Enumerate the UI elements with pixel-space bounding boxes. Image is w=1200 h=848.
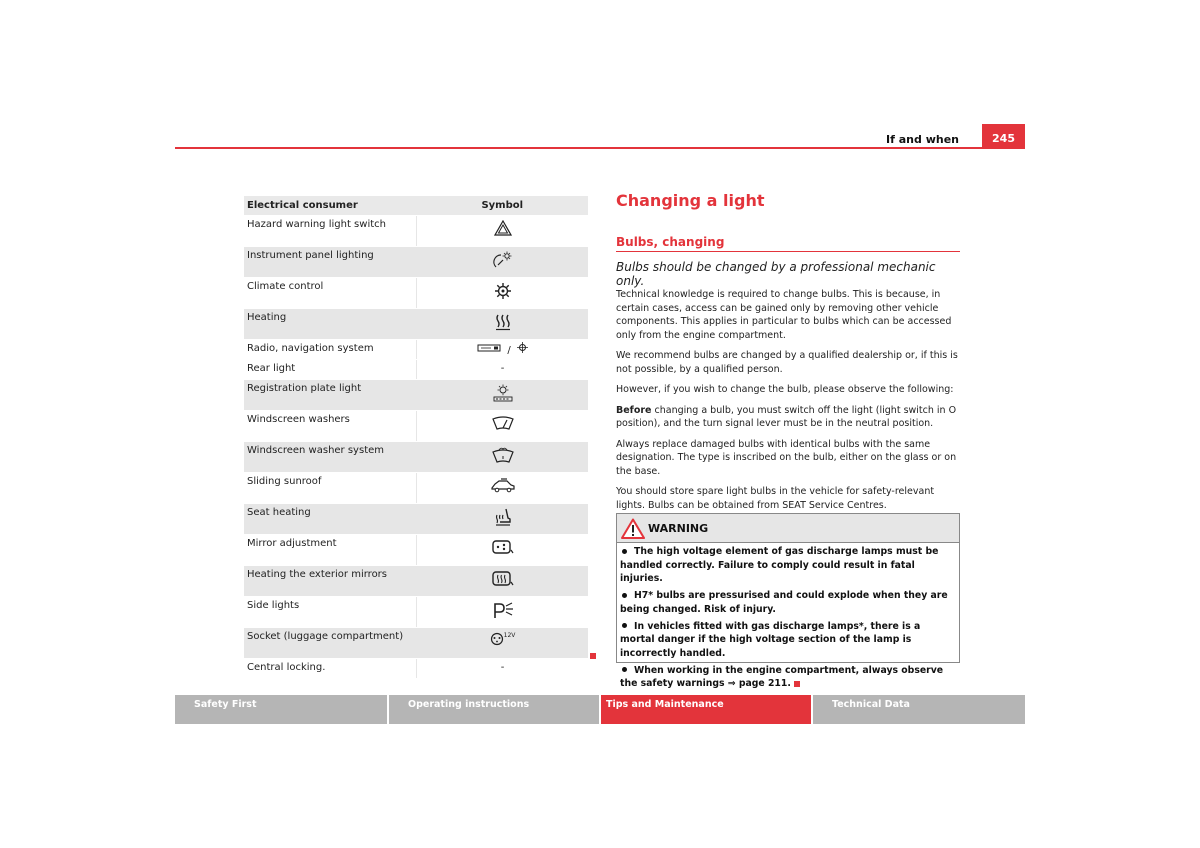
bullet-icon bbox=[622, 549, 627, 554]
bullet-icon bbox=[622, 623, 627, 628]
warning-box bbox=[616, 513, 960, 689]
consumer-name: Radio, navigation system bbox=[244, 340, 417, 360]
table-row bbox=[244, 216, 588, 247]
page-number: 245 bbox=[982, 124, 1025, 149]
warning-item: H7* bulbs are pressurised and could explode when they are being changed. Risk of injury. bbox=[620, 590, 948, 615]
symbol-separator: / bbox=[507, 345, 511, 356]
lead-text: Bulbs should be changed by a professional mechanic only. bbox=[616, 260, 936, 288]
consumer-name: Sliding sunroof bbox=[244, 473, 417, 504]
table-row bbox=[244, 504, 588, 535]
bullet-icon bbox=[622, 593, 627, 598]
table-row bbox=[244, 360, 588, 380]
article-body bbox=[616, 288, 960, 519]
table-row bbox=[244, 380, 588, 411]
header-rule bbox=[175, 147, 1025, 149]
radio-icon bbox=[477, 343, 501, 353]
col-header-consumer: Electrical consumer bbox=[244, 196, 417, 216]
tab-technical-data[interactable]: Technical Data bbox=[813, 695, 1025, 724]
warning-title: WARNING bbox=[648, 522, 709, 535]
consumer-name: Central locking. bbox=[244, 659, 417, 679]
mirror-heating-icon bbox=[492, 570, 514, 588]
paragraph bbox=[616, 404, 960, 431]
table-row bbox=[244, 659, 588, 679]
consumer-name: Heating bbox=[244, 309, 417, 340]
paragraph: You should store spare light bulbs in the vehicle for safety-relevant lights. Bulbs can be obtained from SEAT Service Centres. bbox=[616, 486, 935, 511]
consumer-name: Instrument panel lighting bbox=[244, 247, 417, 278]
fan-icon bbox=[494, 282, 512, 300]
bullet-icon bbox=[622, 667, 627, 672]
warning-header bbox=[617, 514, 959, 543]
table-row bbox=[244, 278, 588, 309]
consumer-name: Heating the exterior mirrors bbox=[244, 566, 417, 597]
paragraph: Technical knowledge is required to change bulbs. This is because, in certain cases, access can be gained only by removing other vehicle components. This applies in particular to bulbs which can be accessed only from the engine compartment. bbox=[616, 289, 952, 341]
windscreen-washer-icon bbox=[492, 415, 514, 431]
table-row bbox=[244, 535, 588, 566]
navigation-icon bbox=[517, 342, 528, 353]
section-end-marker bbox=[794, 681, 800, 687]
consumer-name: Rear light bbox=[244, 360, 417, 380]
consumer-name: Mirror adjustment bbox=[244, 535, 417, 566]
subsection-rule bbox=[616, 251, 960, 252]
table-row bbox=[244, 411, 588, 442]
mirror-adjust-icon bbox=[492, 539, 514, 555]
consumer-name: Climate control bbox=[244, 278, 417, 309]
section-title: Changing a light bbox=[616, 191, 765, 210]
table-row bbox=[244, 566, 588, 597]
paragraph: Always replace damaged bulbs with identical bulbs with the same designation. The type is inscribed on the bulb, either on the glass or on the base. bbox=[616, 438, 957, 477]
warning-item: When working in the engine compartment, always observe the safety warnings ⇒ page 211. bbox=[620, 664, 944, 689]
consumer-name: Hazard warning light switch bbox=[244, 216, 417, 247]
side-lights-icon bbox=[492, 601, 514, 619]
heat-waves-icon bbox=[495, 313, 511, 331]
warning-triangle-icon bbox=[621, 518, 645, 539]
consumer-name: Seat heating bbox=[244, 504, 417, 535]
consumer-name: Windscreen washer system bbox=[244, 442, 417, 473]
running-header-title: If and when bbox=[886, 133, 959, 146]
table-row bbox=[244, 442, 588, 473]
paragraph: However, if you wish to change the bulb, please observe the following: bbox=[616, 384, 954, 395]
paragraph: We recommend bulbs are changed by a qualified dealership or, if this is not possible, by a qualified person. bbox=[616, 350, 958, 375]
table-row bbox=[244, 628, 588, 659]
table-row bbox=[244, 340, 588, 360]
table-row bbox=[244, 597, 588, 628]
section-end-marker bbox=[590, 653, 596, 659]
consumer-name: Socket (luggage compartment) bbox=[244, 628, 417, 659]
table-row bbox=[244, 247, 588, 278]
seat-heating-icon bbox=[494, 508, 512, 526]
tab-tips-and-maintenance[interactable]: Tips and Maintenance bbox=[601, 695, 813, 724]
consumer-name: Registration plate light bbox=[244, 380, 417, 411]
warning-list bbox=[617, 543, 959, 691]
socket-label: 12V bbox=[503, 632, 516, 639]
instrument-lighting-icon bbox=[493, 251, 513, 269]
footer-nav bbox=[175, 695, 1025, 724]
table-header-row bbox=[244, 196, 588, 216]
warning-item: In vehicles fitted with gas discharge lamps*, there is a mortal danger if the high voltage section of the lamp is incorrectly handled. bbox=[620, 620, 921, 659]
subsection-title: Bulbs, changing bbox=[616, 235, 725, 249]
table-row bbox=[244, 309, 588, 340]
electrical-consumer-table bbox=[244, 196, 588, 679]
washer-fluid-icon bbox=[492, 446, 514, 464]
warning-item: The high voltage element of gas discharge lamps must be handled correctly. Failure to comply could result in fatal injuries. bbox=[620, 546, 939, 584]
consumer-name: Side lights bbox=[244, 597, 417, 628]
bold-term: Before bbox=[616, 404, 652, 416]
socket-12v-icon bbox=[490, 632, 504, 646]
tab-safety-first[interactable]: Safety First bbox=[175, 695, 389, 724]
paragraph-text: changing a bulb, you must switch off the light (light switch in O position), and the turn signal lever must be in the neutral position. bbox=[616, 404, 957, 429]
table-row bbox=[244, 473, 588, 504]
symbol-dash: - bbox=[417, 360, 589, 380]
col-header-symbol: Symbol bbox=[417, 196, 589, 216]
plate-light-icon bbox=[492, 384, 514, 402]
consumer-name: Windscreen washers bbox=[244, 411, 417, 442]
tab-operating-instructions[interactable]: Operating instructions bbox=[389, 695, 601, 724]
symbol-dash: - bbox=[417, 659, 589, 679]
sunroof-icon bbox=[491, 477, 515, 493]
hazard-triangle-icon bbox=[494, 220, 512, 236]
